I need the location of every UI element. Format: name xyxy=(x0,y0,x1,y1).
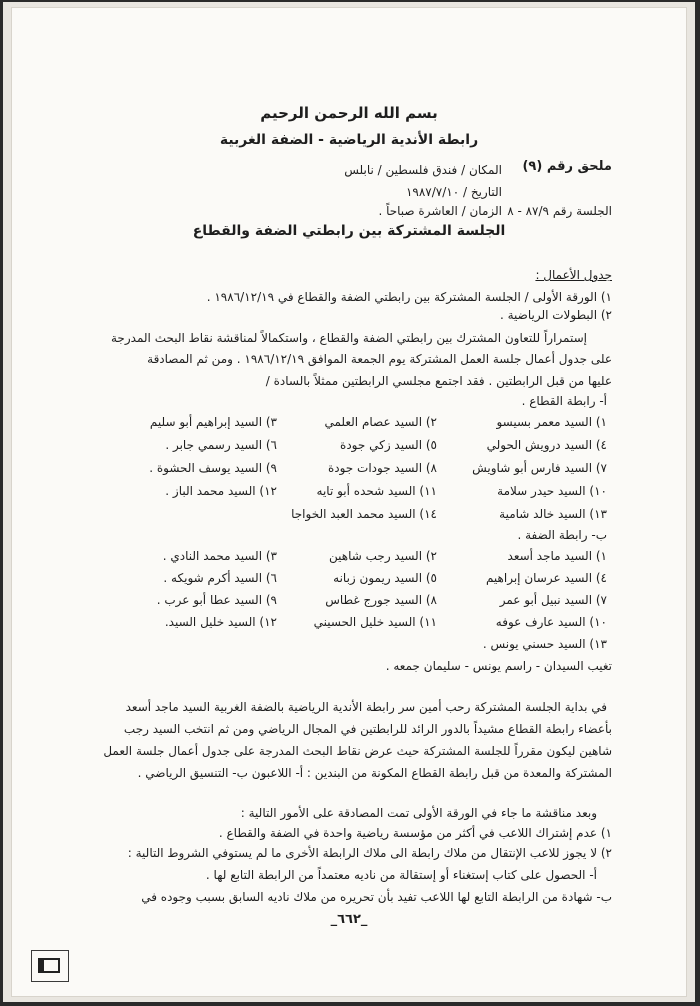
meeting-date: التاريخ / ١٩٨٧/٧/١٠ xyxy=(405,185,502,199)
agenda-heading: جدول الأعمال : xyxy=(535,268,612,282)
page-number: _٦٦٢_ xyxy=(330,912,368,927)
meeting-place: المكان / فندق فلسطين / نابلس xyxy=(344,163,502,177)
member-name: ١٣) السيد خالد شامية xyxy=(499,507,607,521)
member-name: ٧) السيد فارس أبو شاويش xyxy=(472,461,607,475)
agenda-paragraph-line: على جدول أعمال جلسة العمل المشتركة يوم الجمعة الموافق ١٩٨٦/١٢/١٩ . ومن ثم المصادقة xyxy=(147,352,612,366)
member-name: ٤) السيد درويش الحولي xyxy=(486,438,607,452)
opening-paragraph-line: شاهين ليكون مقرراً للجلسة المشتركة حيث عرض نقاط البحث المدرجة على جدول أعمال جلسة العمل xyxy=(103,744,612,758)
annex-number: ملحق رقم (٩) xyxy=(522,159,612,174)
scan-frame xyxy=(3,2,695,1002)
member-name: ١١) السيد خليل الحسيني xyxy=(313,615,437,629)
opening-paragraph-line: بأعضاء رابطة القطاع مشيداً بالدور الرائد للرابطتين في المجال الرياضي ومن ثم انتخب السيد رجب xyxy=(123,722,612,736)
member-name: ٣) السيد محمد النادي . xyxy=(162,549,277,563)
member-name: ١٠) السيد حيدر سلامة xyxy=(497,484,607,498)
gaza-league-label: أ- رابطة القطاع . xyxy=(521,394,607,408)
agenda-paragraph-line: عليها من قبل الرابطتين . فقد اجتمع مجلسي الرابطتين ممثلاً بالسادة / xyxy=(265,374,612,388)
decision-2-condition-b: ب- شهادة من الرابطة التابع لها اللاعب تفيد بأن تحريره من ملاك ناديه السابق بسبب وجوده في xyxy=(141,890,612,904)
basmala: بسم الله الرحمن الرحيم xyxy=(260,104,438,122)
member-name: ٥) السيد ريمون زبانه xyxy=(333,571,437,585)
member-name: ١٣) السيد حسني يونس . xyxy=(482,637,607,651)
member-name: ٤) السيد عرسان إبراهيم xyxy=(485,571,607,585)
decision-2-condition-a: أ- الحصول على كتاب إستغناء أو إستقالة من ناديه معتمداً من الرابطة التابع لها . xyxy=(205,868,597,882)
decision-1: ١) عدم إشتراك اللاعب في أكثر من مؤسسة رياضية واحدة في الضفة والقطاع . xyxy=(218,826,612,840)
opening-paragraph-line: في بداية الجلسة المشتركة رحب أمين سر رابطة الأندية الرياضية بالضفة الغربية السيد ماجد أسعد xyxy=(125,700,607,714)
member-name: ٥) السيد زكي جودة xyxy=(340,438,437,452)
member-name: ١١) السيد شحده أبو تايه xyxy=(316,484,437,498)
member-name: ٦) السيد رسمي جابر . xyxy=(165,438,277,452)
decisions-intro: وبعد مناقشة ما جاء في الورقة الأولى تمت المصادقة على الأمور التالية : xyxy=(240,806,597,820)
meeting-time: الزمان / العاشرة صباحاً . xyxy=(378,204,502,218)
member-name: ٧) السيد نبيل أبو عمر xyxy=(499,593,607,607)
archive-stamp-mark-icon xyxy=(38,958,60,973)
document-page xyxy=(11,7,687,997)
absent-members: تغيب السيدان - راسم يونس - سليمان جمعه . xyxy=(385,659,612,673)
member-name: ١٤) السيد محمد العبد الخواجا xyxy=(291,507,437,521)
member-name: ٣) السيد إبراهيم أبو سليم xyxy=(149,415,277,429)
member-name: ١) السيد معمر بسيسو xyxy=(496,415,607,429)
agenda-item-1: ١) الورقة الأولى / الجلسة المشتركة بين رابطتي الضفة والقطاع في ١٩٨٦/١٢/١٩ . xyxy=(206,290,612,304)
session-title: الجلسة المشتركة بين رابطتي الضفة والقطاع xyxy=(192,223,506,239)
member-name: ٩) السيد يوسف الحشوة . xyxy=(149,461,277,475)
member-name: ١٢) السيد محمد الباز . xyxy=(165,484,277,498)
opening-paragraph-line: المشتركة والمعدة من قبل رابطة القطاع المكونة من البندين : أ- اللاعبون ب- التنسيق الرياضي . xyxy=(137,766,612,780)
westbank-league-label: ب- رابطة الضفة . xyxy=(517,528,607,542)
organization-name: رابطة الأندية الرياضية - الضفة الغربية xyxy=(219,132,479,148)
session-number: الجلسة رقم ٨٧/٩ - ٨ xyxy=(507,204,612,218)
agenda-paragraph-line: إستمراراً للتعاون المشترك بين رابطتي الضفة والقطاع ، واستكمالاً لمناقشة نقاط البحث المدرجة xyxy=(111,331,587,345)
archive-stamp xyxy=(31,950,69,982)
member-name: ٢) السيد عصام العلمي xyxy=(324,415,437,429)
member-name: ٨) السيد جورج غطاس xyxy=(325,593,437,607)
member-name: ٨) السيد جودات جودة xyxy=(327,461,437,475)
member-name: ١٠) السيد عارف عوفه xyxy=(495,615,607,629)
agenda-item-2: ٢) البطولات الرياضية . xyxy=(499,308,612,322)
member-name: ١) السيد ماجد أسعد xyxy=(507,549,607,563)
member-name: ٢) السيد رجب شاهين xyxy=(329,549,437,563)
member-name: ٦) السيد أكرم شويكه . xyxy=(163,571,277,585)
member-name: ١٢) السيد خليل السيد. xyxy=(164,615,277,629)
member-name: ٩) السيد عطا أبو عرب . xyxy=(156,593,277,607)
decision-2: ٢) لا يجوز للاعب الإنتقال من ملاك رابطة الى ملاك الرابطة الأخرى ما لم يستوفي الشروط التالية : xyxy=(127,846,612,860)
